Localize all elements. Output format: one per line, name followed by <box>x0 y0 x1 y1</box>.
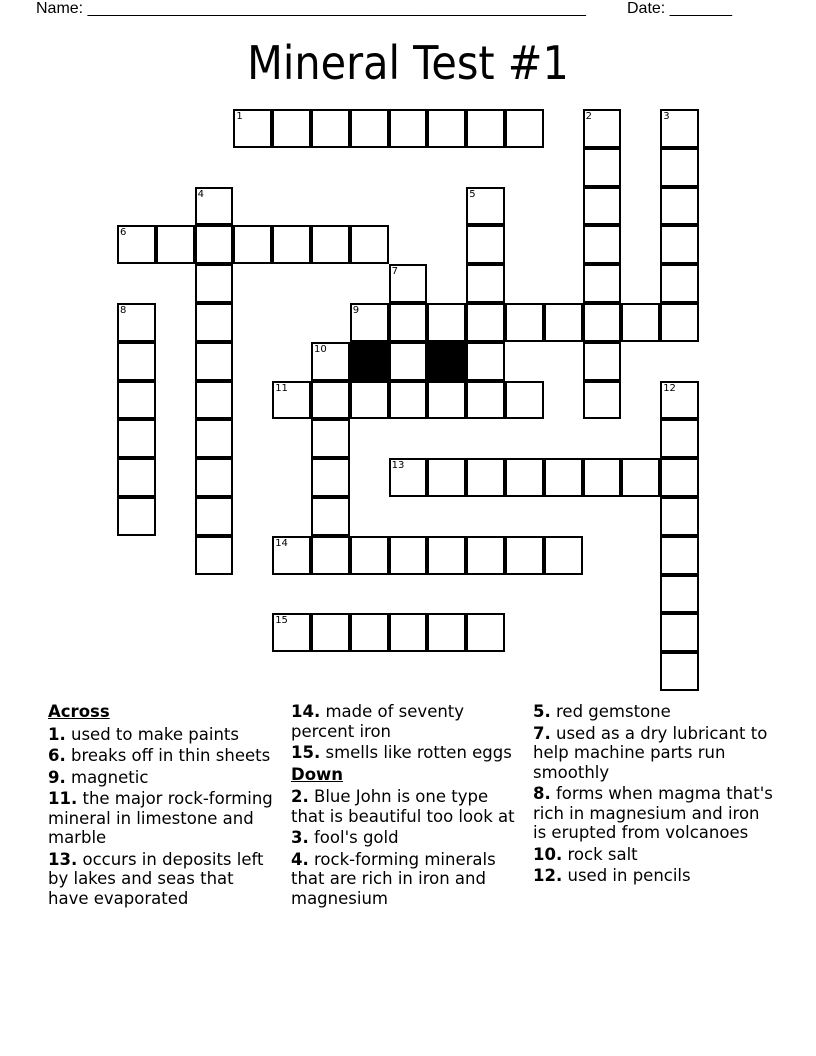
clue-across <box>291 743 521 763</box>
clue-number: 6 <box>120 227 127 239</box>
grid-cell[interactable] <box>583 381 622 420</box>
grid-cell[interactable] <box>195 536 234 575</box>
black-cell <box>350 342 389 381</box>
grid-cell[interactable] <box>466 225 505 264</box>
grid-cell[interactable] <box>466 613 505 652</box>
grid-cell[interactable] <box>544 458 583 497</box>
clues-column-2 <box>291 702 521 910</box>
clue-across <box>48 725 273 745</box>
black-cell <box>427 342 466 381</box>
grid-cell[interactable] <box>195 187 234 226</box>
grid-cell[interactable] <box>583 303 622 342</box>
clue-down <box>533 845 773 865</box>
grid-cell[interactable] <box>660 497 699 536</box>
clue-text: used as a dry lubricant to help machine parts run smoothly <box>533 723 768 782</box>
clue-down <box>533 784 773 843</box>
clue-number: 10 <box>314 343 327 355</box>
clue-number: 2. <box>291 787 309 806</box>
grid-cell[interactable] <box>389 342 428 381</box>
grid-cell[interactable] <box>311 613 350 652</box>
grid-cell[interactable] <box>389 303 428 342</box>
grid-cell[interactable] <box>660 148 699 187</box>
grid-cell[interactable] <box>311 381 350 420</box>
grid-cell[interactable] <box>660 652 699 691</box>
grid-cell[interactable] <box>505 536 544 575</box>
grid-cell[interactable] <box>311 536 350 575</box>
grid-cell[interactable] <box>117 342 156 381</box>
clue-text: breaks off in thin sheets <box>71 746 271 765</box>
clue-number: 12. <box>533 866 563 885</box>
grid-cell[interactable] <box>195 381 234 420</box>
grid-cell[interactable] <box>660 419 699 458</box>
grid-cell[interactable] <box>466 303 505 342</box>
grid-cell[interactable] <box>195 497 234 536</box>
grid-cell[interactable] <box>466 536 505 575</box>
grid-cell[interactable] <box>544 303 583 342</box>
clue-number: 14 <box>275 537 288 549</box>
clue-text: smells like rotten eggs <box>325 743 512 762</box>
clues-column-3 <box>533 702 773 888</box>
grid-cell[interactable] <box>389 381 428 420</box>
grid-cell[interactable] <box>583 187 622 226</box>
clue-text: made of seventy percent iron <box>291 702 465 741</box>
clue-down <box>533 702 773 722</box>
grid-cell[interactable] <box>466 109 505 148</box>
clue-number: 6. <box>48 746 66 765</box>
clue-number: 14. <box>291 702 321 721</box>
clue-number: 12 <box>663 382 676 394</box>
grid-cell[interactable] <box>466 458 505 497</box>
clue-number: 15 <box>275 615 288 627</box>
clue-down <box>291 828 521 848</box>
grid-cell[interactable] <box>583 109 622 148</box>
grid-cell[interactable] <box>466 342 505 381</box>
grid-cell[interactable] <box>466 187 505 226</box>
grid-cell[interactable] <box>544 536 583 575</box>
grid-cell[interactable] <box>195 419 234 458</box>
grid-cell[interactable] <box>311 225 350 264</box>
grid-cell[interactable] <box>505 109 544 148</box>
clue-number: 3. <box>291 828 309 847</box>
clue-number: 10. <box>533 844 563 864</box>
grid-cell[interactable] <box>583 148 622 187</box>
grid-cell[interactable] <box>233 225 272 264</box>
grid-cell[interactable] <box>389 613 428 652</box>
grid-cell[interactable] <box>117 225 156 264</box>
grid-cell[interactable] <box>621 303 660 342</box>
grid-cell[interactable] <box>583 342 622 381</box>
grid-cell[interactable] <box>117 497 156 536</box>
clue-text: used in pencils <box>567 866 691 885</box>
grid-cell[interactable] <box>195 264 234 303</box>
grid-cell[interactable] <box>660 536 699 575</box>
clue-text: rock-forming minerals that are rich in iron and magnesium <box>291 849 496 908</box>
clue-text: used to make paints <box>71 724 239 744</box>
grid-cell[interactable] <box>466 381 505 420</box>
grid-cell[interactable] <box>389 109 428 148</box>
clue-number: 2 <box>585 111 592 122</box>
grid-cell[interactable] <box>311 458 350 497</box>
grid-cell[interactable] <box>311 419 350 458</box>
grid-cell[interactable] <box>660 303 699 342</box>
grid-cell[interactable] <box>660 225 699 264</box>
grid-cell[interactable] <box>427 613 466 652</box>
clue-down <box>533 724 773 783</box>
grid-cell[interactable] <box>272 536 311 575</box>
clues-column-1 <box>48 702 273 910</box>
grid-cell[interactable] <box>427 303 466 342</box>
grid-cell[interactable] <box>195 458 234 497</box>
grid-cell[interactable] <box>117 303 156 342</box>
grid-cell[interactable] <box>272 613 311 652</box>
clue-number: 1. <box>48 724 66 744</box>
grid-cell[interactable] <box>195 342 234 381</box>
grid-cell[interactable] <box>389 264 428 303</box>
grid-cell[interactable] <box>660 264 699 303</box>
clue-text: Blue John is one type that is beautiful too look at <box>291 787 515 826</box>
clue-across <box>48 789 273 848</box>
clue-down <box>291 787 521 826</box>
grid-cell[interactable] <box>389 458 428 497</box>
grid-cell[interactable] <box>233 109 272 148</box>
clue-number: 7. <box>533 723 551 743</box>
grid-cell[interactable] <box>583 225 622 264</box>
clue-across <box>48 746 273 766</box>
grid-cell[interactable] <box>427 536 466 575</box>
grid-cell[interactable] <box>660 575 699 614</box>
clue-number: 9 <box>352 305 360 316</box>
clue-number: 5 <box>469 188 476 200</box>
clue-number: 8. <box>533 784 551 803</box>
grid-cell[interactable] <box>660 613 699 652</box>
grid-cell[interactable] <box>350 109 389 148</box>
clue-number: 13. <box>48 849 78 869</box>
grid-cell[interactable] <box>350 303 389 342</box>
grid-cell[interactable] <box>466 264 505 303</box>
grid-cell[interactable] <box>505 381 544 420</box>
clue-text: red gemstone <box>556 702 671 721</box>
clue-text: forms when magma that's rich in magnesium and iron is erupted from volcanoes <box>533 784 773 842</box>
grid-cell[interactable] <box>272 381 311 420</box>
page-title: Mineral Test #1 <box>247 36 569 90</box>
name-field-label: Name: ________________________________________________________ <box>36 0 586 17</box>
grid-cell[interactable] <box>117 381 156 420</box>
grid-cell[interactable] <box>117 419 156 458</box>
grid-cell[interactable] <box>505 303 544 342</box>
grid-cell[interactable] <box>311 109 350 148</box>
clue-number: 1 <box>236 111 243 122</box>
grid-cell[interactable] <box>427 458 466 497</box>
grid-cell[interactable] <box>350 225 389 264</box>
grid-cell[interactable] <box>117 458 156 497</box>
grid-cell[interactable] <box>660 187 699 226</box>
grid-cell[interactable] <box>389 536 428 575</box>
grid-cell[interactable] <box>350 536 389 575</box>
grid-cell[interactable] <box>350 381 389 420</box>
grid-cell[interactable] <box>272 109 311 148</box>
clue-down <box>533 866 773 886</box>
grid-cell[interactable] <box>583 458 622 497</box>
grid-cell[interactable] <box>195 303 234 342</box>
clue-number: 11. <box>48 789 78 808</box>
date-field-label: Date: _______ <box>627 0 732 17</box>
clue-number: 3 <box>663 111 670 122</box>
clue-number: 9. <box>48 767 66 787</box>
grid-cell[interactable] <box>311 342 350 381</box>
clue-text: the major rock-forming mineral in limestone and marble <box>48 789 273 847</box>
clue-number: 4. <box>291 849 309 869</box>
grid-cell[interactable] <box>583 264 622 303</box>
grid-cell[interactable] <box>427 109 466 148</box>
clue-number: 13 <box>391 460 405 472</box>
clue-across <box>48 768 273 788</box>
clue-across <box>291 702 521 741</box>
grid-cell[interactable] <box>311 497 350 536</box>
clue-number: 11 <box>275 382 288 394</box>
grid-cell[interactable] <box>660 109 699 148</box>
clue-number: 15. <box>291 743 321 762</box>
clue-text: fool's gold <box>314 828 399 847</box>
grid-cell[interactable] <box>156 225 195 264</box>
down-heading: Down <box>291 764 344 784</box>
grid-cell[interactable] <box>621 458 660 497</box>
grid-cell[interactable] <box>272 225 311 264</box>
clue-number: 8 <box>120 305 127 316</box>
clue-number: 4 <box>197 188 204 200</box>
grid-cell[interactable] <box>505 458 544 497</box>
grid-cell[interactable] <box>660 458 699 497</box>
clue-text: occurs in deposits left by lakes and seas that have evaporated <box>48 849 264 908</box>
clue-text: rock salt <box>567 844 638 864</box>
grid-cell[interactable] <box>350 613 389 652</box>
clue-text: magnetic <box>71 767 149 787</box>
clue-across <box>48 850 273 909</box>
grid-cell[interactable] <box>660 381 699 420</box>
clue-number: 5. <box>533 702 551 721</box>
clue-down <box>291 850 521 909</box>
grid-cell[interactable] <box>427 381 466 420</box>
grid-cell[interactable] <box>195 225 234 264</box>
across-heading: Across <box>48 702 110 721</box>
clue-number: 7 <box>391 266 398 278</box>
